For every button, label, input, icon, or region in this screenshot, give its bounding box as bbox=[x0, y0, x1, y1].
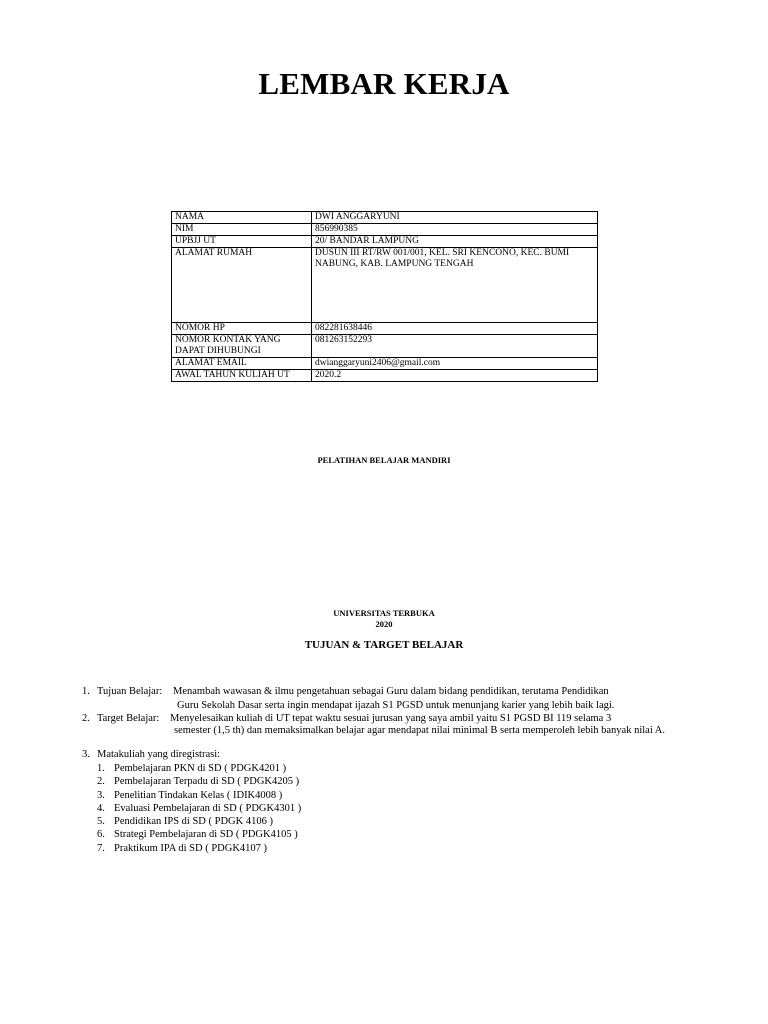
subtitle: PELATIHAN BELAJAR MANDIRI bbox=[317, 455, 451, 465]
course-name: Pembelajaran Terpadu di SD ( PDGK4205 ) bbox=[114, 776, 300, 787]
list-item-label: Target Belajar: bbox=[97, 713, 160, 724]
table-row bbox=[172, 224, 598, 236]
year: 2020 bbox=[375, 619, 393, 629]
list-item-number: 2. bbox=[82, 713, 90, 724]
course-name: Evaluasi Pembelajaran di SD ( PDGK4301 ) bbox=[114, 803, 302, 814]
row-value: dwianggaryuni2406@gmail.com bbox=[312, 358, 598, 370]
course-name: Pembelajaran PKN di SD ( PDGK4201 ) bbox=[114, 763, 287, 774]
document-title: LEMBAR KERJA bbox=[258, 66, 510, 101]
course-number: 3. bbox=[97, 790, 105, 801]
course-name: Pendidikan IPS di SD ( PDGK 4106 ) bbox=[114, 816, 273, 827]
course-name: Praktikum IPA di SD ( PDGK4107 ) bbox=[114, 843, 268, 854]
list-item-label: Tujuan Belajar: bbox=[97, 686, 163, 697]
list-item-text: Menambah wawasan & ilmu pengetahuan sebagai Guru dalam bidang pendidikan, terutama Pendidikan bbox=[173, 686, 609, 697]
table-row bbox=[172, 358, 598, 370]
row-value: DWI ANGGARYUNI bbox=[312, 212, 598, 224]
course-number: 5. bbox=[97, 816, 105, 827]
table-row bbox=[172, 335, 598, 358]
course-name: Penelitian Tindakan Kelas ( IDIK4008 ) bbox=[114, 790, 283, 801]
row-value: 20/ BANDAR LAMPUNG bbox=[312, 236, 598, 248]
list-item-number: 1. bbox=[82, 686, 90, 697]
table-row bbox=[172, 248, 598, 323]
courses-heading: Matakuliah yang diregistrasi: bbox=[97, 749, 221, 760]
row-label: NAMA bbox=[172, 212, 312, 224]
institution-name: UNIVERSITAS TERBUKA bbox=[333, 608, 435, 618]
list-item-number: 3. bbox=[82, 749, 90, 760]
table-row bbox=[172, 236, 598, 248]
row-label: NIM bbox=[172, 224, 312, 236]
row-label: ALAMAT EMAIL bbox=[172, 358, 312, 370]
list-item-text: Menyelesaikan kuliah di UT tepat waktu sesuai jurusan yang saya ambil yaitu S1 PGSD BI 119 selama 3 bbox=[170, 713, 612, 724]
row-value: 081263152293 bbox=[312, 335, 598, 358]
course-number: 2. bbox=[97, 776, 105, 787]
course-name: Strategi Pembelajaran di SD ( PDGK4105 ) bbox=[114, 829, 298, 840]
section-title: TUJUAN & TARGET BELAJAR bbox=[304, 639, 464, 651]
row-label: UPBJJ UT bbox=[172, 236, 312, 248]
row-value: 2020.2 bbox=[312, 370, 598, 382]
list-item-text: semester (1,5 th) dan memaksimalkan belajar agar mendapat nilai minimal B serta memperoleh lebih banyak nilai A. bbox=[174, 725, 666, 736]
table-row bbox=[172, 323, 598, 335]
course-number: 4. bbox=[97, 803, 105, 814]
table-row bbox=[172, 212, 598, 224]
row-label: ALAMAT RUMAH bbox=[172, 248, 312, 323]
table-row bbox=[172, 370, 598, 382]
row-value: 856990385 bbox=[312, 224, 598, 236]
course-number: 7. bbox=[97, 843, 105, 854]
row-label: NOMOR KONTAK YANG DAPAT DIHUBUNGI bbox=[172, 335, 312, 358]
row-label: AWAL TAHUN KULIAH UT bbox=[172, 370, 312, 382]
row-label: NOMOR HP bbox=[172, 323, 312, 335]
list-item-text: Guru Sekolah Dasar serta ingin mendapat ijazah S1 PGSD untuk menunjang karier yang lebih baik lagi. bbox=[177, 700, 615, 711]
student-info-table bbox=[171, 211, 598, 382]
institution-block bbox=[0, 608, 768, 630]
row-value: 082281638446 bbox=[312, 323, 598, 335]
row-value: DUSUN III RT/RW 001/001, KEL. SRI KENCONO, KEC. BUMI NABUNG, KAB. LAMPUNG TENGAH bbox=[312, 248, 598, 323]
course-number: 6. bbox=[97, 829, 105, 840]
course-number: 1. bbox=[97, 763, 105, 774]
